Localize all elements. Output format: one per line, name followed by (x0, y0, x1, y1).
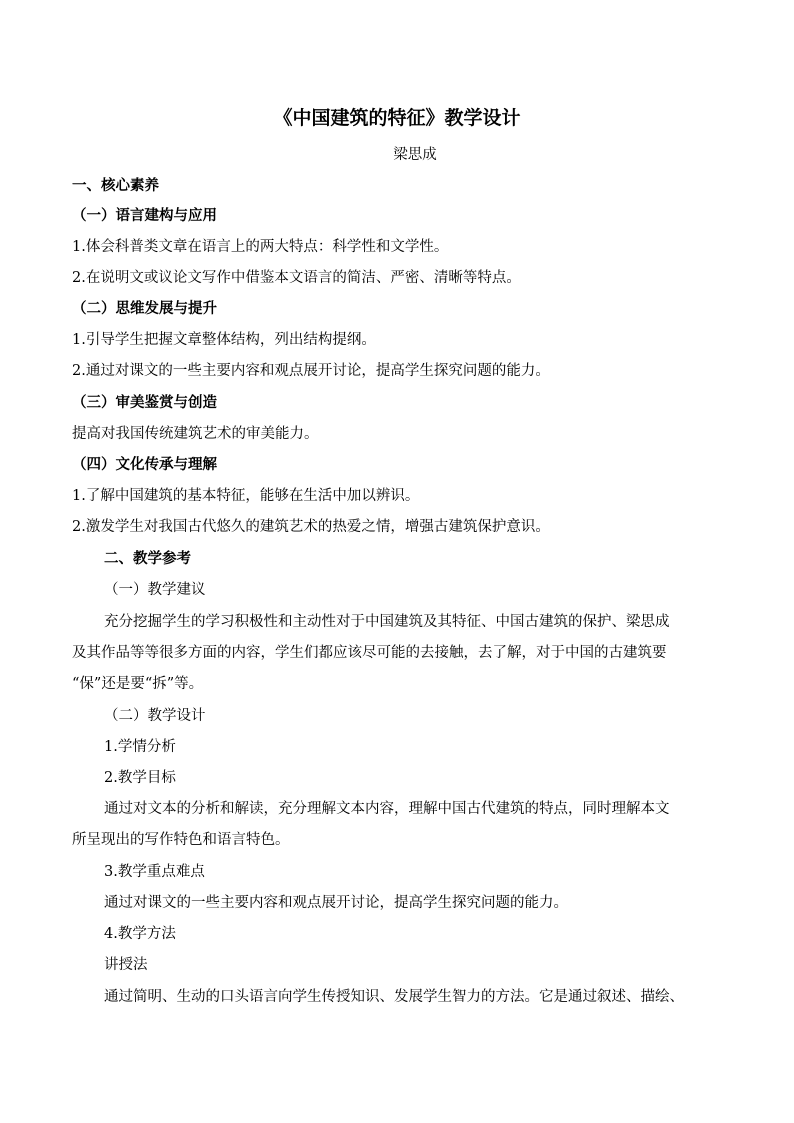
paragraph-line: “保”还是要“拆”等。 (72, 676, 204, 692)
item-heading-teaching-goals: 2.教学目标 (104, 770, 176, 786)
paragraph-line: 1.体会科普类文章在语言上的两大特点：科学性和文学性。 (72, 239, 449, 255)
paragraph-line: 2.通过对课文的一些主要内容和观点展开讨论，提高学生探究问题的能力。 (72, 363, 550, 379)
subsection-heading-thinking: （二）思维发展与提升 (72, 300, 217, 317)
document-author: 梁思成 (393, 147, 437, 163)
subsection-heading-teaching-advice: （一）教学建议 (104, 582, 206, 598)
subsection-heading-aesthetics: （三）审美鉴赏与创造 (72, 394, 217, 411)
paragraph-line: 所呈现出的写作特色和语言特色。 (72, 832, 290, 848)
subsection-heading-culture: （四）文化传承与理解 (72, 456, 217, 473)
section-heading-teaching-reference: 二、教学参考 (104, 550, 191, 567)
paragraph-line: 通过对文本的分析和解读，充分理解文本内容，理解中国古代建筑的特点，同时理解本文 (104, 801, 670, 817)
paragraph-line: 通过对课文的一些主要内容和观点展开讨论，提高学生探究问题的能力。 (104, 895, 568, 911)
paragraph-line: 通过简明、生动的口头语言向学生传授知识、发展学生智力的方法。它是通过叙述、描绘、 (104, 989, 684, 1005)
subsection-heading-language: （一）语言建构与应用 (72, 207, 217, 224)
paragraph-line: 1.了解中国建筑的基本特征，能够在生活中加以辨识。 (72, 488, 420, 504)
item-heading-key-points: 3.教学重点难点 (104, 864, 205, 880)
item-heading-learner-analysis: 1.学情分析 (104, 739, 176, 755)
paragraph-line: 充分挖掘学生的学习积极性和主动性对于中国建筑及其特征、中国古建筑的保护、梁思成 (104, 614, 670, 630)
document-title: 《中国建筑的特征》教学设计 (273, 107, 521, 129)
subsection-heading-teaching-design: （二）教学设计 (104, 708, 206, 724)
paragraph-line: 1.引导学生把握文章整体结构，列出结构提纲。 (72, 332, 376, 348)
paragraph-line: 提高对我国传统建筑艺术的审美能力。 (72, 426, 319, 442)
paragraph-line: 2.在说明文或议论文写作中借鉴本文语言的简洁、严密、清晰等特点。 (72, 270, 521, 286)
method-name-lecture: 讲授法 (104, 957, 148, 973)
paragraph-line: 2.激发学生对我国古代悠久的建筑艺术的热爱之情，增强古建筑保护意识。 (72, 519, 550, 535)
paragraph-line: 及其作品等等很多方面的内容，学生们都应该尽可能的去接触，去了解，对于中国的古建筑要 (72, 645, 667, 661)
section-heading-core-literacy: 一、核心素养 (72, 177, 159, 194)
item-heading-teaching-methods: 4.教学方法 (104, 926, 176, 942)
